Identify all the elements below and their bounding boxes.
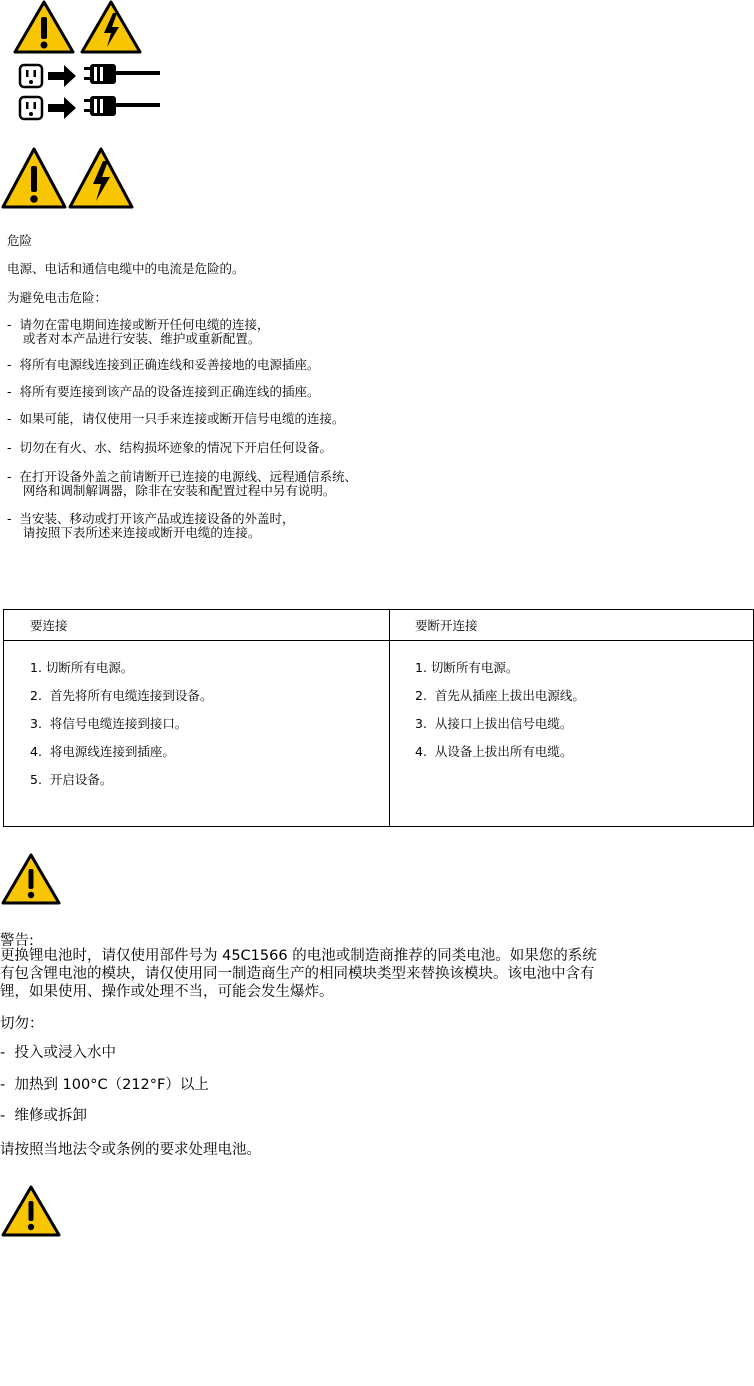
high-voltage-triangle-icon <box>80 0 142 54</box>
high-voltage-triangle-icon <box>68 147 134 209</box>
danger-item: - 当安装、移动或打开该产品或连接设备的外盖时， <box>7 511 295 526</box>
connect-disconnect-table <box>3 609 754 827</box>
danger-item-cont: 网络和调制解调器，除非在安装和配置过程中另有说明。 <box>7 483 336 498</box>
disconnect-step: 1. 切断所有电源。 <box>415 660 519 675</box>
danger-item: - 切勿在有火、水、结构损坏迹象的情况下开启任何设备。 <box>7 440 332 455</box>
disconnect-step: 2. 首先从插座上拔出电源线。 <box>415 688 585 703</box>
danger-item: - 在打开设备外盖之前请断开已连接的电源线、远程通信系统、 <box>7 469 357 484</box>
danger-item-cont: 请按照下表所述来连接或断开电缆的连接。 <box>7 525 261 540</box>
disconnect-step: 4. 从设备上拔出所有电缆。 <box>415 744 573 759</box>
battery-dispose-note: 请按照当地法令或条例的要求处理电池。 <box>0 1142 261 1158</box>
connect-step: 2. 首先将所有电缆连接到设备。 <box>30 688 213 703</box>
table-header-connect: 要连接 <box>30 618 68 633</box>
caution-triangle-icon <box>1 147 67 209</box>
battery-dont-item: - 投入或浸入水中 <box>0 1045 116 1061</box>
connect-step: 1. 切断所有电源。 <box>30 660 134 675</box>
disconnect-step: 3. 从接口上拔出信号电缆。 <box>415 716 573 731</box>
connect-step: 3. 将信号电缆连接到接口。 <box>30 716 188 731</box>
danger-item: - 将所有电源线连接到正确连线和妥善接地的电源插座。 <box>7 357 320 372</box>
caution-triangle-icon <box>13 0 75 54</box>
outlet-to-plug-icon <box>18 94 163 124</box>
danger-item: - 将所有要连接到该产品的设备连接到正确连线的插座。 <box>7 384 320 399</box>
connect-step: 5. 开启设备。 <box>30 772 113 787</box>
danger-title: 危险 <box>7 233 33 248</box>
battery-warning-line: 更换锂电池时，请仅使用部件号为 45C1566 的电池或制造商推荐的同类电池。如果您的系统 <box>0 948 597 964</box>
battery-dont-item: - 加热到 100°C（212°F）以上 <box>0 1077 209 1093</box>
connect-step: 4. 将电源线连接到插座。 <box>30 744 175 759</box>
danger-item: - 如果可能，请仅使用一只手来连接或断开信号电缆的连接。 <box>7 411 345 426</box>
caution-triangle-icon <box>1 853 61 905</box>
battery-warning-title: 警告: <box>0 933 34 949</box>
outlet-to-plug-icon <box>18 62 163 92</box>
danger-item: - 请勿在雷电期间连接或断开任何电缆的连接， <box>7 317 270 332</box>
battery-dont-heading: 切勿： <box>0 1016 44 1032</box>
danger-avoid-heading: 为避免电击危险： <box>7 290 108 305</box>
table-header-disconnect: 要断开连接 <box>415 618 478 633</box>
danger-intro: 电源、电话和通信电缆中的电流是危险的。 <box>7 261 245 276</box>
battery-warning-line: 锂，如果使用、操作或处理不当，可能会发生爆炸。 <box>0 984 334 1000</box>
caution-triangle-icon <box>1 1185 61 1237</box>
battery-warning-line: 有包含锂电池的模块，请仅使用同一制造商生产的相同模块类型来替换该模块。该电池中含有 <box>0 966 595 982</box>
danger-item-cont: 或者对本产品进行安装、维护或重新配置。 <box>7 331 261 346</box>
battery-dont-item: - 维修或拆卸 <box>0 1108 87 1124</box>
